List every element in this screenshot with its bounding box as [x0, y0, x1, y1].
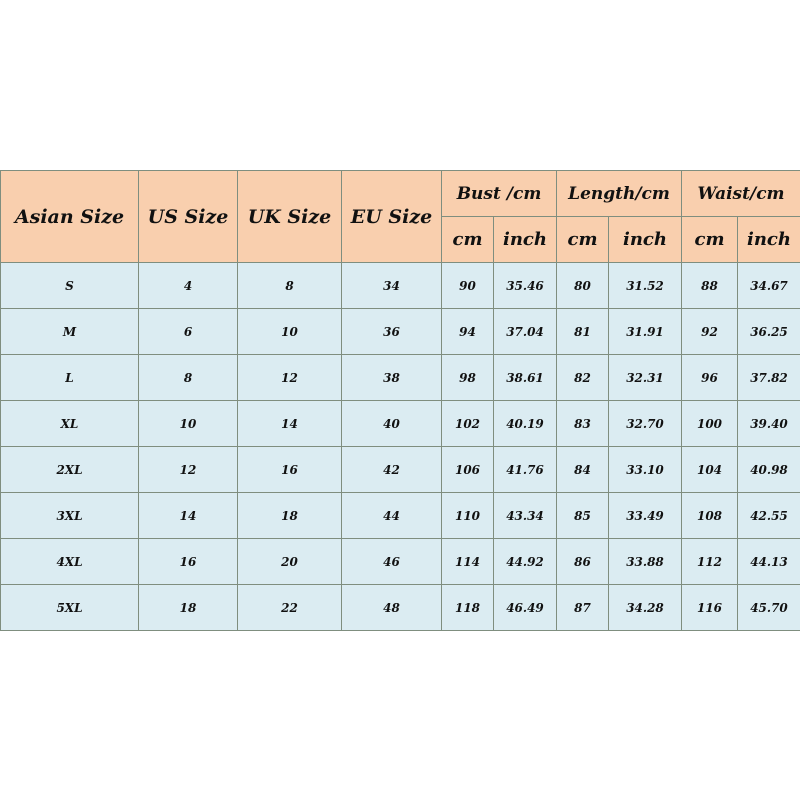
- cell-length-inch: 33.49: [609, 493, 682, 539]
- header-uk-size: UK Size: [238, 171, 342, 263]
- header-eu-size: EU Size: [342, 171, 442, 263]
- table-row: [1, 401, 800, 447]
- cell-length-cm: 80: [557, 263, 609, 309]
- cell-bust-inch: 38.61: [494, 355, 557, 401]
- cell-length-cm: 87: [557, 585, 609, 631]
- cell-length-inch: 31.52: [609, 263, 682, 309]
- header-bust-cm: cm: [442, 217, 494, 263]
- cell-us-size: 12: [139, 447, 238, 493]
- table-body: [1, 263, 800, 631]
- header-length-cm: cm: [557, 217, 609, 263]
- cell-eu-size: 46: [342, 539, 442, 585]
- cell-bust-cm: 102: [442, 401, 494, 447]
- cell-waist-inch: 36.25: [738, 309, 800, 355]
- cell-length-inch: 33.10: [609, 447, 682, 493]
- cell-bust-cm: 90: [442, 263, 494, 309]
- table-row: [1, 539, 800, 585]
- cell-eu-size: 34: [342, 263, 442, 309]
- cell-waist-cm: 112: [682, 539, 738, 585]
- size-chart-table: [0, 170, 800, 631]
- cell-waist-inch: 44.13: [738, 539, 800, 585]
- cell-waist-cm: 96: [682, 355, 738, 401]
- cell-eu-size: 48: [342, 585, 442, 631]
- cell-eu-size: 38: [342, 355, 442, 401]
- table-row: [1, 355, 800, 401]
- cell-bust-inch: 44.92: [494, 539, 557, 585]
- cell-eu-size: 42: [342, 447, 442, 493]
- cell-uk-size: 16: [238, 447, 342, 493]
- cell-bust-inch: 41.76: [494, 447, 557, 493]
- table-row: [1, 493, 800, 539]
- cell-us-size: 10: [139, 401, 238, 447]
- cell-eu-size: 44: [342, 493, 442, 539]
- cell-length-inch: 33.88: [609, 539, 682, 585]
- cell-length-cm: 85: [557, 493, 609, 539]
- cell-bust-cm: 98: [442, 355, 494, 401]
- cell-us-size: 16: [139, 539, 238, 585]
- cell-bust-cm: 106: [442, 447, 494, 493]
- cell-length-inch: 32.31: [609, 355, 682, 401]
- cell-waist-inch: 40.98: [738, 447, 800, 493]
- cell-eu-size: 40: [342, 401, 442, 447]
- table-row: [1, 447, 800, 493]
- cell-waist-inch: 45.70: [738, 585, 800, 631]
- cell-bust-inch: 43.34: [494, 493, 557, 539]
- cell-us-size: 14: [139, 493, 238, 539]
- cell-waist-inch: 39.40: [738, 401, 800, 447]
- cell-bust-inch: 46.49: [494, 585, 557, 631]
- cell-uk-size: 18: [238, 493, 342, 539]
- cell-waist-cm: 116: [682, 585, 738, 631]
- cell-uk-size: 20: [238, 539, 342, 585]
- cell-bust-cm: 110: [442, 493, 494, 539]
- cell-length-cm: 84: [557, 447, 609, 493]
- cell-uk-size: 10: [238, 309, 342, 355]
- header-bust-inch: inch: [494, 217, 557, 263]
- header-row-groups: [1, 171, 800, 217]
- cell-waist-cm: 104: [682, 447, 738, 493]
- cell-asian-size: 4XL: [1, 539, 139, 585]
- header-waist-inch: inch: [738, 217, 800, 263]
- cell-length-inch: 31.91: [609, 309, 682, 355]
- header-waist-cm: cm: [682, 217, 738, 263]
- cell-us-size: 18: [139, 585, 238, 631]
- cell-waist-cm: 92: [682, 309, 738, 355]
- cell-asian-size: L: [1, 355, 139, 401]
- header-bust: Bust /cm: [442, 171, 557, 217]
- cell-waist-cm: 100: [682, 401, 738, 447]
- cell-length-cm: 83: [557, 401, 609, 447]
- cell-asian-size: S: [1, 263, 139, 309]
- table-header: [1, 171, 800, 263]
- cell-waist-inch: 34.67: [738, 263, 800, 309]
- cell-waist-inch: 37.82: [738, 355, 800, 401]
- cell-asian-size: 5XL: [1, 585, 139, 631]
- cell-uk-size: 22: [238, 585, 342, 631]
- cell-asian-size: M: [1, 309, 139, 355]
- cell-length-cm: 86: [557, 539, 609, 585]
- cell-waist-inch: 42.55: [738, 493, 800, 539]
- cell-bust-inch: 37.04: [494, 309, 557, 355]
- header-waist: Waist/cm: [682, 171, 800, 217]
- cell-waist-cm: 88: [682, 263, 738, 309]
- cell-uk-size: 12: [238, 355, 342, 401]
- cell-bust-inch: 35.46: [494, 263, 557, 309]
- header-asian-size: Asian Size: [1, 171, 139, 263]
- cell-bust-cm: 114: [442, 539, 494, 585]
- cell-length-cm: 82: [557, 355, 609, 401]
- cell-asian-size: 3XL: [1, 493, 139, 539]
- cell-length-inch: 34.28: [609, 585, 682, 631]
- cell-bust-inch: 40.19: [494, 401, 557, 447]
- cell-us-size: 4: [139, 263, 238, 309]
- cell-asian-size: XL: [1, 401, 139, 447]
- cell-waist-cm: 108: [682, 493, 738, 539]
- cell-uk-size: 8: [238, 263, 342, 309]
- table-row: [1, 585, 800, 631]
- cell-bust-cm: 118: [442, 585, 494, 631]
- cell-uk-size: 14: [238, 401, 342, 447]
- table-row: [1, 263, 800, 309]
- table-row: [1, 309, 800, 355]
- header-length-inch: inch: [609, 217, 682, 263]
- cell-length-cm: 81: [557, 309, 609, 355]
- cell-length-inch: 32.70: [609, 401, 682, 447]
- header-length: Length/cm: [557, 171, 682, 217]
- cell-us-size: 8: [139, 355, 238, 401]
- header-us-size: US Size: [139, 171, 238, 263]
- cell-eu-size: 36: [342, 309, 442, 355]
- cell-bust-cm: 94: [442, 309, 494, 355]
- cell-us-size: 6: [139, 309, 238, 355]
- cell-asian-size: 2XL: [1, 447, 139, 493]
